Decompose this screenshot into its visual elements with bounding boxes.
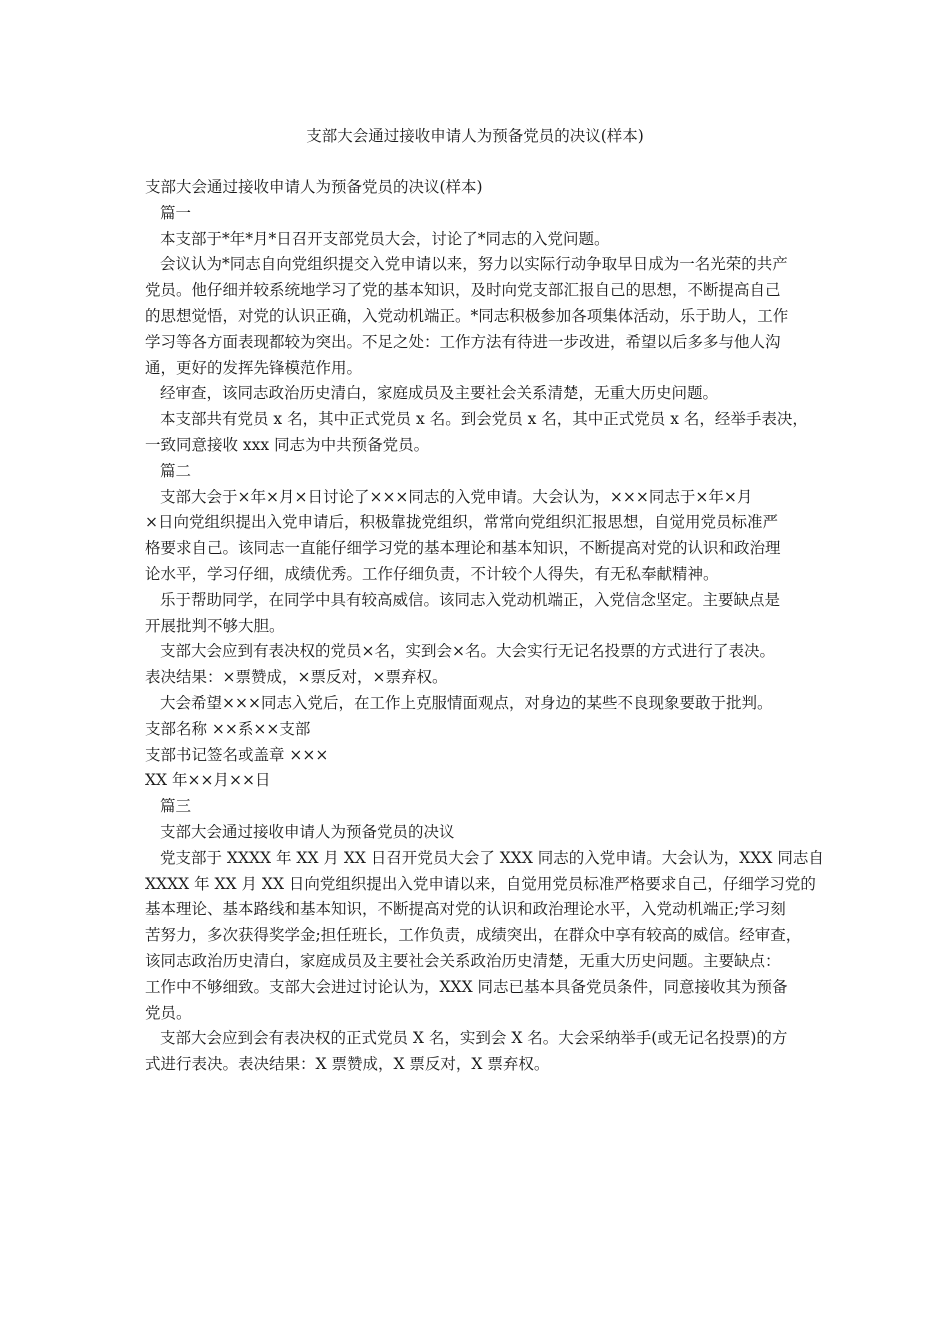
text-line: 篇一: [160, 203, 192, 222]
text-line: 篇三: [160, 797, 192, 816]
text-line: 会议认为*同志自向党组织提交入党申请以来，努力以实际行动争取早日成为一名光荣的共产: [160, 255, 788, 274]
text-line: 通，更好的发挥先锋模范作用。: [145, 358, 363, 377]
text-line: 大会希望×××同志入党后，在工作上克服情面观点，对身边的某些不良现象要敢于批判。: [160, 693, 773, 712]
text-line: 支部名称 ××系××支部: [145, 719, 311, 738]
text-line: 该同志政治历史清白，家庭成员及主要社会关系政治历史清楚，无重大历史问题。主要缺点：: [145, 951, 781, 970]
text-line: 支部大会通过接收申请人为预备党员的决议: [160, 822, 455, 841]
text-line: 工作中不够细致。支部大会进过讨论认为，XXX 同志已基本具备党员条件，同意接收其为预备: [145, 977, 788, 996]
text-line: 论水平，学习仔细，成绩优秀。工作仔细负责，不计较个人得失，有无私奉献精神。: [145, 564, 719, 583]
text-line: 式进行表决。表决结果：X 票赞成，X 票反对，X 票弃权。: [145, 1055, 550, 1074]
text-line: ×日向党组织提出入党申请后，积极靠拢党组织，常常向党组织汇报思想，自觉用党员标准严: [145, 513, 778, 532]
text-line: 本支部共有党员 x 名，其中正式党员 x 名。到会党员 x 名，其中正式党员 x 名，经举手表决，: [160, 410, 808, 429]
text-line: 开展批判不够大胆。: [145, 616, 285, 635]
text-line: 篇二: [160, 461, 192, 480]
text-line: 格要求自己。该同志一直能仔细学习党的基本理论和基本知识，不断提高对党的认识和政治理: [145, 539, 781, 558]
text-line: 党员。他仔细并较系统地学习了党的基本知识，及时向党支部汇报自己的思想，不断提高自己: [145, 281, 781, 300]
text-line: 的思想觉悟，对党的认识正确，入党动机端正。*同志积极参加各项集体活动，乐于助人，工作: [145, 306, 789, 325]
text-line: 支部大会应到有表决权的党员×名，实到会×名。大会实行无记名投票的方式进行了表决。: [160, 642, 775, 661]
text-line: XX 年××月××日: [145, 771, 271, 790]
text-line: 党支部于 XXXX 年 XX 月 XX 日召开党员大会了 XXX 同志的入党申请。大会认为，XXX 同志自: [160, 848, 824, 867]
text-line: 经审查，该同志政治历史清白，家庭成员及主要社会关系清楚，无重大历史问题。: [160, 384, 719, 403]
text-line: 本支部于*年*月*日召开支部党员大会，讨论了*同志的入党问题。: [160, 229, 610, 248]
text-line: 支部书记签名或盖章 ×××: [145, 745, 329, 764]
text-line: 基本理论、基本路线和基本知识，不断提高对党的认识和政治理论水平，入党动机端正;学习刻: [145, 900, 786, 919]
text-line: 乐于帮助同学，在同学中具有较高威信。该同志入党动机端正，入党信念坚定。主要缺点是: [160, 590, 781, 609]
text-line: 支部大会于×年×月×日讨论了×××同志的入党申请。大会认为，×××同志于×年×月: [160, 487, 753, 506]
text-line: 党员。: [145, 1003, 192, 1022]
document-body: [145, 175, 824, 1078]
text-line: 苦努力，多次获得奖学金;担任班长，工作负责，成绩突出，在群众中享有较高的威信。经审查，: [145, 926, 802, 945]
text-line: 表决结果：×票赞成，×票反对，×票弃权。: [145, 668, 448, 687]
text-line: 一致同意接收 xxx 同志为中共预备党员。: [145, 435, 430, 454]
text-line: 学习等各方面表现都较为突出。不足之处：工作方法有待进一步改进，希望以后多多与他人沟: [145, 332, 781, 351]
text-line: 支部大会通过接收申请人为预备党员的决议(样本): [145, 178, 483, 196]
page-title: 支部大会通过接收申请人为预备党员的决议(样本): [306, 127, 644, 145]
text-line: 支部大会应到会有表决权的正式党员 X 名，实到会 X 名。大会采纳举手(或无记名投票)的方: [160, 1029, 788, 1048]
text-line: XXXX 年 XX 月 XX 日向党组织提出入党申请以来，自觉用党员标准严格要求自己，仔细学习党的: [145, 874, 816, 893]
